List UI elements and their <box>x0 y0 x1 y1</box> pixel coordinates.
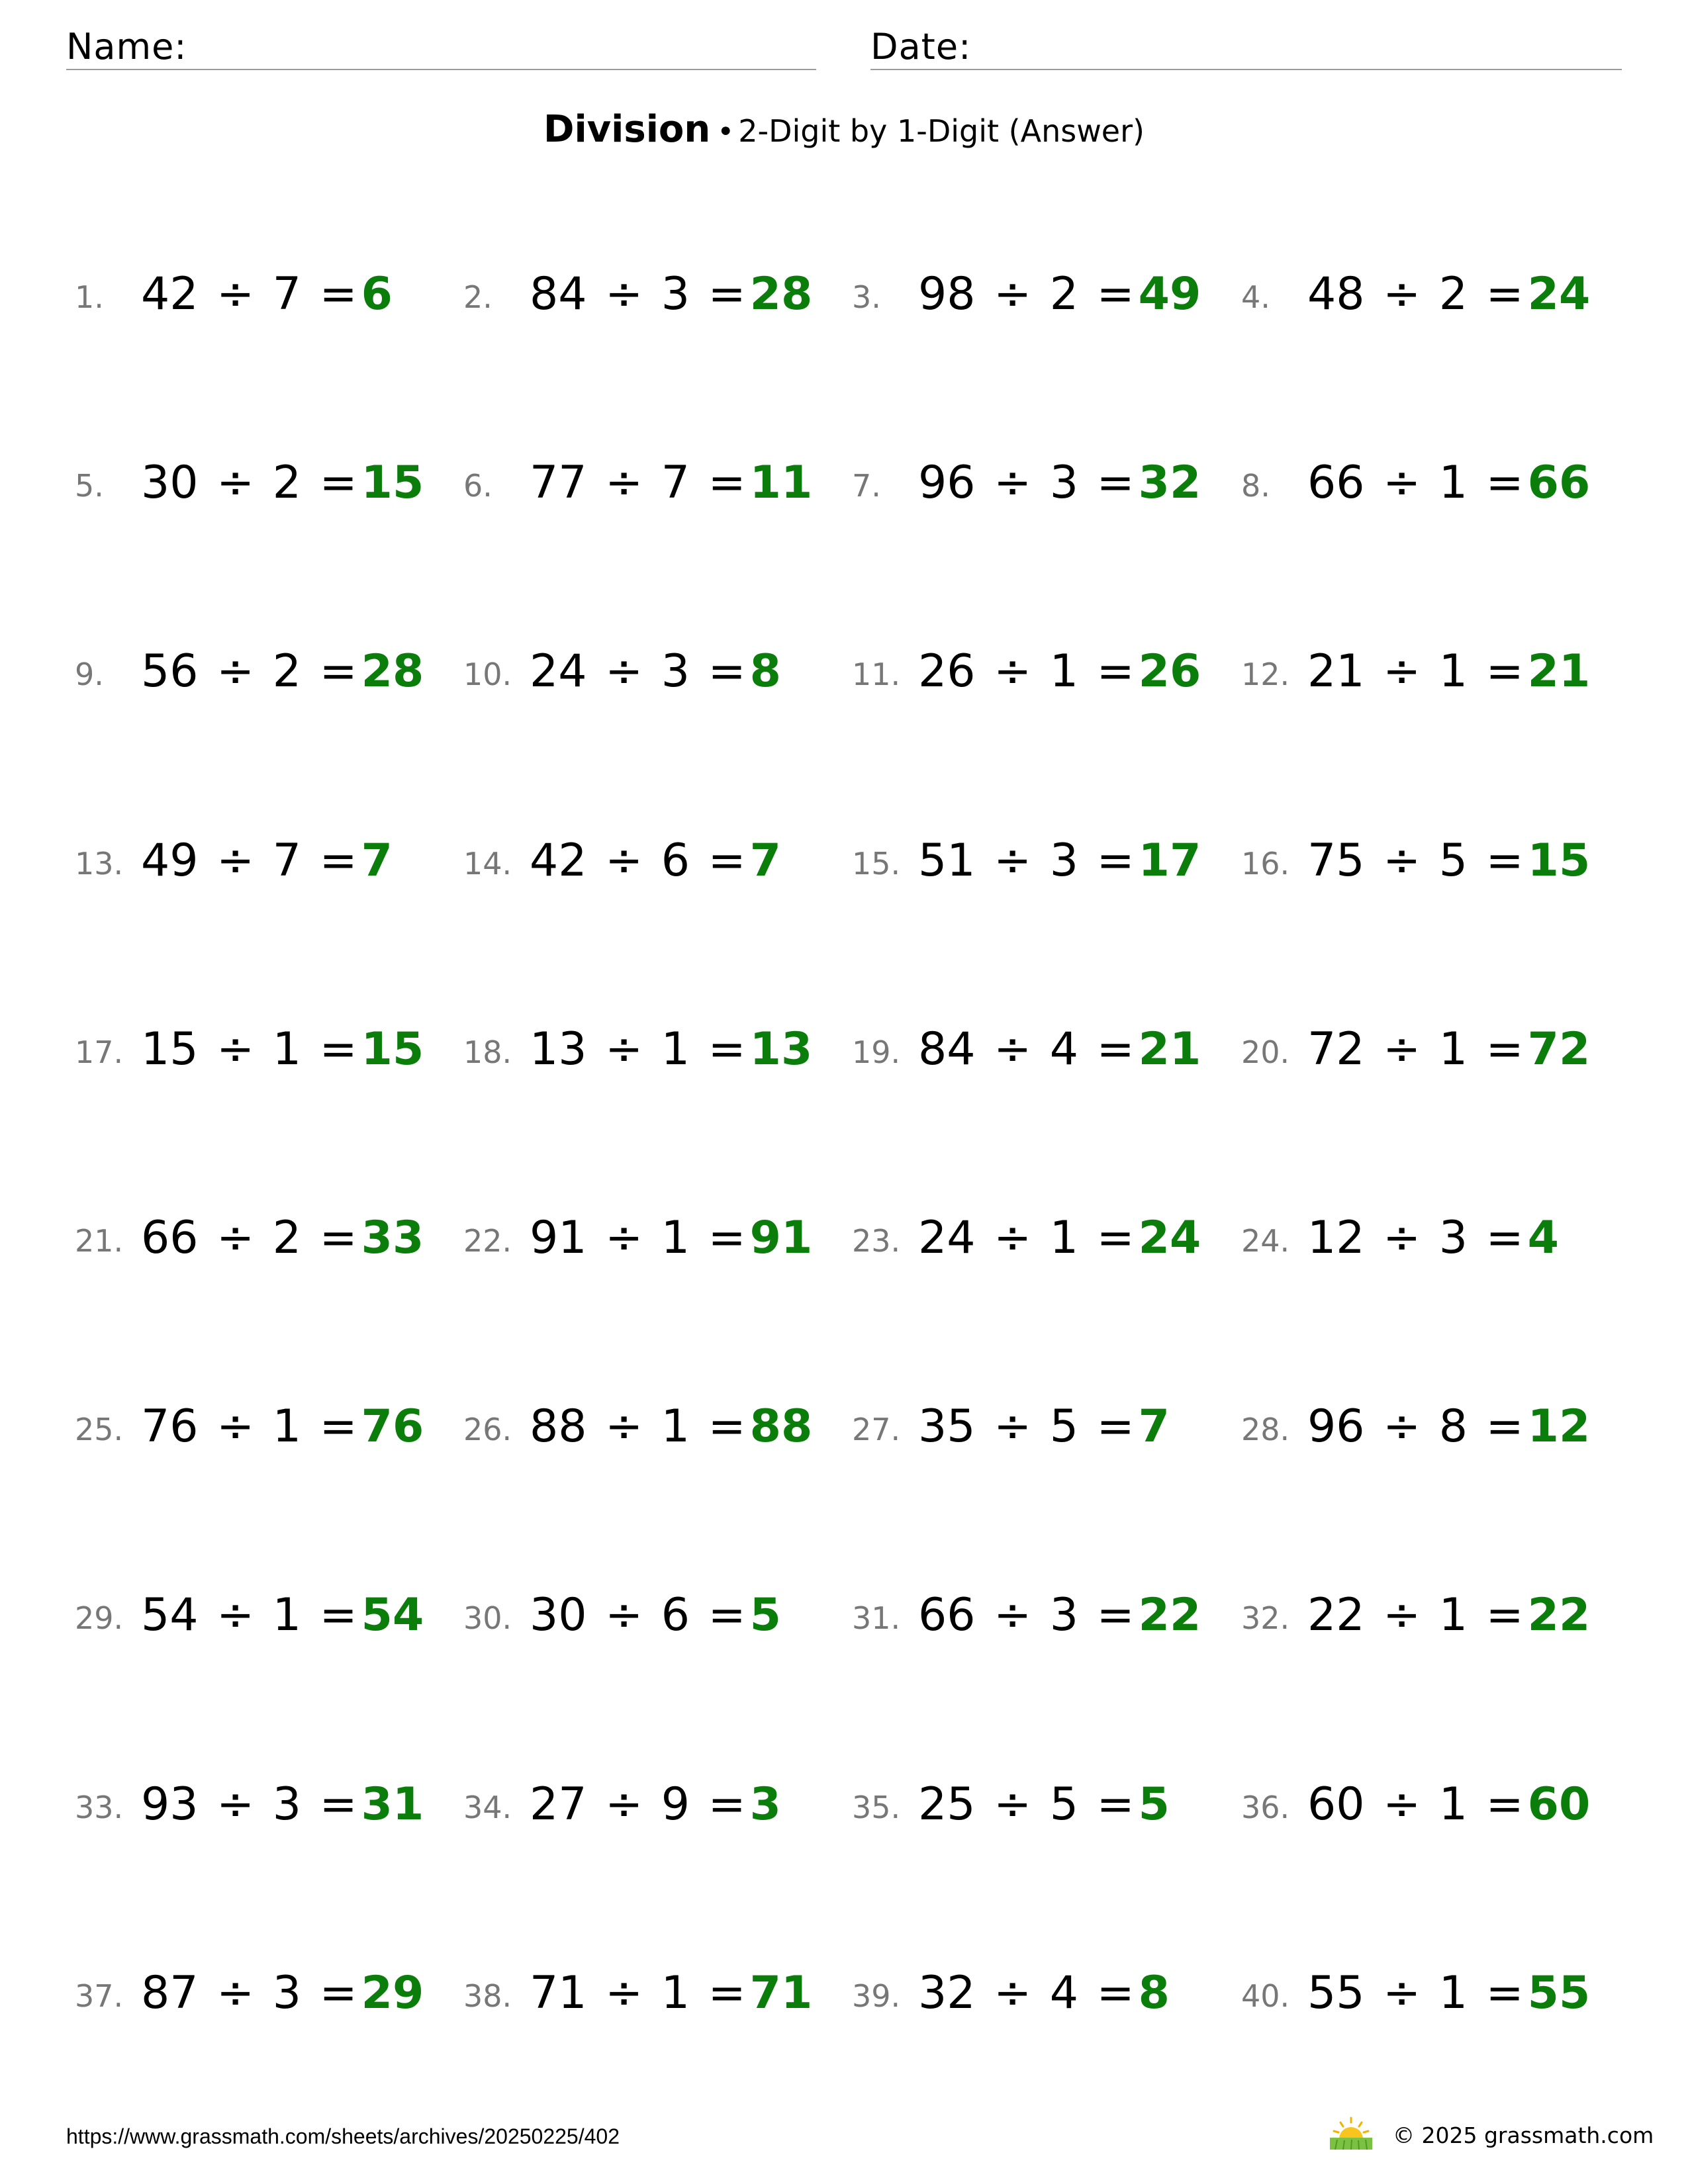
problem-expression <box>530 1589 781 1642</box>
problem-expression <box>530 645 781 698</box>
problem-expression <box>530 457 812 510</box>
equals-sign: = <box>708 457 746 509</box>
dividend: 84 <box>530 268 587 320</box>
divide-sign: ÷ <box>994 645 1032 698</box>
divisor: 5 <box>1049 1400 1079 1453</box>
problem-expression <box>141 457 424 510</box>
problem-expression <box>530 1400 812 1453</box>
divide-sign: ÷ <box>216 1589 255 1641</box>
divisor: 1 <box>1438 645 1468 698</box>
answer: 11 <box>749 457 813 509</box>
divisor: 3 <box>1049 1589 1079 1641</box>
problem-number: 39. <box>852 1978 901 2014</box>
problem-number: 4. <box>1241 279 1270 315</box>
problem-number: 10. <box>463 657 512 692</box>
problem-expression <box>1307 1400 1590 1453</box>
problem-expression <box>1307 1967 1590 2020</box>
answer: 15 <box>1527 835 1591 887</box>
dividend: 87 <box>141 1967 199 2019</box>
problem-number: 28. <box>1241 1412 1290 1447</box>
equals-sign: = <box>708 1589 746 1641</box>
divide-sign: ÷ <box>605 835 643 887</box>
divisor: 3 <box>1049 457 1079 509</box>
divisor: 3 <box>661 268 690 320</box>
divide-sign: ÷ <box>605 457 643 509</box>
divide-sign: ÷ <box>1383 457 1421 509</box>
problem-number: 23. <box>852 1223 901 1259</box>
problem-number: 32. <box>1241 1600 1290 1636</box>
dividend: 98 <box>918 268 976 320</box>
problem-number: 38. <box>463 1978 512 2014</box>
dividend: 55 <box>1307 1967 1365 2019</box>
answer: 5 <box>1138 1778 1170 1831</box>
equals-sign: = <box>1096 268 1135 320</box>
problem-number: 27. <box>852 1412 901 1447</box>
divisor: 2 <box>1049 268 1079 320</box>
equals-sign: = <box>708 835 746 887</box>
problem-number: 14. <box>463 846 512 882</box>
problem-expression <box>141 1967 424 2020</box>
divisor: 1 <box>272 1400 302 1453</box>
problem-number: 8. <box>1241 468 1270 504</box>
divisor: 1 <box>1049 645 1079 698</box>
answer: 8 <box>1138 1967 1170 2019</box>
problem-number: 24. <box>1241 1223 1290 1259</box>
divisor: 5 <box>1049 1778 1079 1831</box>
answer: 76 <box>361 1400 424 1453</box>
dividend: 75 <box>1307 835 1365 887</box>
problem-expression <box>918 1967 1170 2020</box>
answer: 66 <box>1527 457 1591 509</box>
divide-sign: ÷ <box>605 1967 643 2019</box>
answer: 32 <box>1138 457 1201 509</box>
divide-sign: ÷ <box>1383 1023 1421 1075</box>
dividend: 84 <box>918 1023 976 1075</box>
equals-sign: = <box>708 1967 746 2019</box>
divide-sign: ÷ <box>216 457 255 509</box>
divisor: 6 <box>661 1589 690 1641</box>
divide-sign: ÷ <box>605 1023 643 1075</box>
problem-expression <box>1307 1212 1559 1265</box>
dividend: 54 <box>141 1589 199 1641</box>
equals-sign: = <box>1485 1589 1524 1641</box>
dividend: 96 <box>1307 1400 1365 1453</box>
problem-number: 30. <box>463 1600 512 1636</box>
problem-number: 13. <box>75 846 124 882</box>
problem-number: 36. <box>1241 1790 1290 1825</box>
divide-sign: ÷ <box>605 1589 643 1641</box>
dividend: 88 <box>530 1400 587 1453</box>
dividend: 93 <box>141 1778 199 1831</box>
dividend: 12 <box>1307 1212 1365 1264</box>
dividend: 42 <box>530 835 587 887</box>
equals-sign: = <box>1096 1023 1135 1075</box>
answer: 33 <box>361 1212 424 1264</box>
dividend: 66 <box>141 1212 199 1264</box>
problem-expression <box>530 268 812 321</box>
answer: 17 <box>1138 835 1201 887</box>
dividend: 77 <box>530 457 587 509</box>
answer: 24 <box>1138 1212 1201 1264</box>
problem-number: 11. <box>852 657 901 692</box>
problem-expression <box>1307 457 1590 510</box>
dividend: 24 <box>918 1212 976 1264</box>
divide-sign: ÷ <box>605 1778 643 1831</box>
answer: 91 <box>749 1212 813 1264</box>
divisor: 1 <box>1438 457 1468 509</box>
answer: 28 <box>749 268 813 320</box>
equals-sign: = <box>319 1778 357 1831</box>
dividend: 32 <box>918 1967 976 2019</box>
divisor: 2 <box>272 645 302 698</box>
divisor: 2 <box>272 457 302 509</box>
problem-expression <box>530 835 781 887</box>
problem-expression <box>141 1778 424 1831</box>
divide-sign: ÷ <box>1383 1589 1421 1641</box>
equals-sign: = <box>708 645 746 698</box>
equals-sign: = <box>319 1400 357 1453</box>
divide-sign: ÷ <box>994 1589 1032 1641</box>
equals-sign: = <box>1096 1589 1135 1641</box>
dividend: 35 <box>918 1400 976 1453</box>
equals-sign: = <box>708 1400 746 1453</box>
problem-expression <box>530 1212 812 1265</box>
answer: 88 <box>749 1400 813 1453</box>
divisor: 9 <box>661 1778 690 1831</box>
problem-expression <box>1307 268 1590 321</box>
problem-expression <box>1307 1589 1590 1642</box>
problem-expression <box>918 1589 1201 1642</box>
answer: 21 <box>1527 645 1591 698</box>
answer: 3 <box>749 1778 781 1831</box>
equals-sign: = <box>1096 1778 1135 1831</box>
problem-expression <box>918 1778 1170 1831</box>
dividend: 66 <box>1307 457 1365 509</box>
divide-sign: ÷ <box>994 457 1032 509</box>
problem-number: 37. <box>75 1978 124 2014</box>
problem-expression <box>141 1589 424 1642</box>
equals-sign: = <box>708 1778 746 1831</box>
equals-sign: = <box>1096 1212 1135 1264</box>
answer: 71 <box>749 1967 813 2019</box>
dividend: 13 <box>530 1023 587 1075</box>
answer: 13 <box>749 1023 813 1075</box>
divide-sign: ÷ <box>216 645 255 698</box>
divide-sign: ÷ <box>1383 1778 1421 1831</box>
divisor: 1 <box>661 1212 690 1264</box>
title-main: Division <box>543 108 711 151</box>
divisor: 1 <box>272 1023 302 1075</box>
problem-number: 34. <box>463 1790 512 1825</box>
answer: 60 <box>1527 1778 1591 1831</box>
problem-number: 3. <box>852 279 881 315</box>
divide-sign: ÷ <box>994 1778 1032 1831</box>
dividend: 30 <box>530 1589 587 1641</box>
dividend: 30 <box>141 457 199 509</box>
answer: 29 <box>361 1967 424 2019</box>
equals-sign: = <box>1485 1023 1524 1075</box>
divisor: 4 <box>1049 1023 1079 1075</box>
answer: 5 <box>749 1589 781 1641</box>
divide-sign: ÷ <box>1383 268 1421 320</box>
divisor: 4 <box>1049 1967 1079 2019</box>
divisor: 1 <box>661 1023 690 1075</box>
problem-number: 40. <box>1241 1978 1290 2014</box>
divisor: 1 <box>272 1589 302 1641</box>
title-subtitle: 2-Digit by 1-Digit (Answer) <box>738 113 1145 149</box>
divisor: 3 <box>1438 1212 1468 1264</box>
answer: 22 <box>1527 1589 1591 1641</box>
dividend: 26 <box>918 645 976 698</box>
divide-sign: ÷ <box>216 835 255 887</box>
answer: 55 <box>1527 1967 1591 2019</box>
dividend: 72 <box>1307 1023 1365 1075</box>
divisor: 1 <box>1438 1967 1468 2019</box>
equals-sign: = <box>319 1967 357 2019</box>
problem-expression <box>918 1400 1170 1453</box>
footer-url[interactable]: https://www.grassmath.com/sheets/archives/20250225/402 <box>66 2124 620 2148</box>
answer: 6 <box>361 268 393 320</box>
answer: 31 <box>361 1778 424 1831</box>
problem-expression <box>141 645 424 698</box>
problem-number: 25. <box>75 1412 124 1447</box>
problem-expression <box>918 1023 1201 1076</box>
answer: 72 <box>1527 1023 1591 1075</box>
equals-sign: = <box>1485 457 1524 509</box>
dividend: 51 <box>918 835 976 887</box>
divide-sign: ÷ <box>994 1023 1032 1075</box>
dividend: 42 <box>141 268 199 320</box>
problem-expression <box>141 1023 424 1076</box>
answer: 21 <box>1138 1023 1201 1075</box>
problem-number: 1. <box>75 279 104 315</box>
divide-sign: ÷ <box>1383 645 1421 698</box>
equals-sign: = <box>319 835 357 887</box>
divide-sign: ÷ <box>605 268 643 320</box>
divisor: 3 <box>1049 835 1079 887</box>
divisor: 1 <box>1438 1589 1468 1641</box>
equals-sign: = <box>1096 1967 1135 2019</box>
problem-number: 35. <box>852 1790 901 1825</box>
dividend: 71 <box>530 1967 587 2019</box>
problem-number: 17. <box>75 1034 124 1070</box>
problem-expression <box>918 645 1201 698</box>
problem-number: 5. <box>75 468 104 504</box>
equals-sign: = <box>708 1212 746 1264</box>
answer: 12 <box>1527 1400 1591 1453</box>
dividend: 60 <box>1307 1778 1365 1831</box>
problem-number: 33. <box>75 1790 124 1825</box>
problem-expression <box>1307 835 1590 887</box>
problem-expression <box>918 457 1201 510</box>
equals-sign: = <box>319 1212 357 1264</box>
answer: 4 <box>1527 1212 1559 1264</box>
divide-sign: ÷ <box>994 1212 1032 1264</box>
problem-expression <box>918 1212 1201 1265</box>
problem-expression <box>1307 1778 1590 1831</box>
problem-expression <box>918 268 1201 321</box>
dividend: 22 <box>1307 1589 1365 1641</box>
answer: 15 <box>361 1023 424 1075</box>
problem-expression <box>530 1778 781 1831</box>
equals-sign: = <box>1096 835 1135 887</box>
equals-sign: = <box>319 1589 357 1641</box>
divide-sign: ÷ <box>216 1023 255 1075</box>
grass-sun-logo-icon <box>1327 2116 1375 2151</box>
problem-number: 21. <box>75 1223 124 1259</box>
equals-sign: = <box>1485 1212 1524 1264</box>
answer: 7 <box>1138 1400 1170 1453</box>
problem-expression <box>530 1023 812 1076</box>
divide-sign: ÷ <box>994 268 1032 320</box>
divide-sign: ÷ <box>216 1400 255 1453</box>
divisor: 1 <box>1438 1023 1468 1075</box>
equals-sign: = <box>1485 645 1524 698</box>
problem-expression <box>141 1400 424 1453</box>
dividend: 24 <box>530 645 587 698</box>
divisor: 2 <box>272 1212 302 1264</box>
divide-sign: ÷ <box>994 1967 1032 2019</box>
equals-sign: = <box>708 268 746 320</box>
answer: 49 <box>1138 268 1201 320</box>
problem-number: 9. <box>75 657 104 692</box>
divisor: 3 <box>272 1778 302 1831</box>
answer: 15 <box>361 457 424 509</box>
dividend: 96 <box>918 457 976 509</box>
problem-number: 6. <box>463 468 492 504</box>
divisor: 1 <box>661 1967 690 2019</box>
divide-sign: ÷ <box>1383 835 1421 887</box>
problem-number: 26. <box>463 1412 512 1447</box>
footer-copyright: © 2025 grassmath.com <box>1393 2122 1654 2148</box>
divide-sign: ÷ <box>1383 1967 1421 2019</box>
dividend: 15 <box>141 1023 199 1075</box>
divisor: 3 <box>661 645 690 698</box>
equals-sign: = <box>1485 1778 1524 1831</box>
equals-sign: = <box>708 1023 746 1075</box>
divide-sign: ÷ <box>1383 1400 1421 1453</box>
answer: 24 <box>1527 268 1591 320</box>
problem-number: 16. <box>1241 846 1290 882</box>
answer: 54 <box>361 1589 424 1641</box>
problem-number: 15. <box>852 846 901 882</box>
divisor: 1 <box>1049 1212 1079 1264</box>
dividend: 56 <box>141 645 199 698</box>
name-label: Name: <box>66 26 187 68</box>
dividend: 76 <box>141 1400 199 1453</box>
divide-sign: ÷ <box>605 645 643 698</box>
divide-sign: ÷ <box>1383 1212 1421 1264</box>
problem-number: 12. <box>1241 657 1290 692</box>
divisor: 3 <box>272 1967 302 2019</box>
answer: 7 <box>361 835 393 887</box>
problem-number: 31. <box>852 1600 901 1636</box>
equals-sign: = <box>1096 1400 1135 1453</box>
problem-number: 2. <box>463 279 492 315</box>
divisor: 8 <box>1438 1400 1468 1453</box>
problem-number: 19. <box>852 1034 901 1070</box>
answer: 7 <box>749 835 781 887</box>
problem-number: 20. <box>1241 1034 1290 1070</box>
problem-expression <box>141 1212 424 1265</box>
divisor: 1 <box>1438 1778 1468 1831</box>
divide-sign: ÷ <box>216 1212 255 1264</box>
problem-expression <box>530 1967 812 2020</box>
answer: 26 <box>1138 645 1201 698</box>
equals-sign: = <box>1485 835 1524 887</box>
divisor: 5 <box>1438 835 1468 887</box>
divisor: 1 <box>661 1400 690 1453</box>
equals-sign: = <box>1485 1400 1524 1453</box>
dividend: 21 <box>1307 645 1365 698</box>
divide-sign: ÷ <box>216 268 255 320</box>
divide-sign: ÷ <box>216 1778 255 1831</box>
answer: 22 <box>1138 1589 1201 1641</box>
divisor: 7 <box>661 457 690 509</box>
problem-number: 29. <box>75 1600 124 1636</box>
dividend: 91 <box>530 1212 587 1264</box>
problem-expression <box>141 835 393 887</box>
problem-expression <box>1307 1023 1590 1076</box>
divide-sign: ÷ <box>994 1400 1032 1453</box>
equals-sign: = <box>1485 268 1524 320</box>
problem-expression <box>1307 645 1590 698</box>
problem-expression <box>918 835 1201 887</box>
equals-sign: = <box>319 457 357 509</box>
problem-number: 7. <box>852 468 881 504</box>
divide-sign: ÷ <box>216 1967 255 2019</box>
divide-sign: ÷ <box>994 835 1032 887</box>
divisor: 2 <box>1438 268 1468 320</box>
divisor: 6 <box>661 835 690 887</box>
problem-expression <box>141 268 393 321</box>
problem-number: 22. <box>463 1223 512 1259</box>
answer: 8 <box>749 645 781 698</box>
divisor: 7 <box>272 835 302 887</box>
equals-sign: = <box>1485 1967 1524 2019</box>
title-separator: • <box>717 115 735 149</box>
equals-sign: = <box>1096 457 1135 509</box>
answer: 28 <box>361 645 424 698</box>
dividend: 49 <box>141 835 199 887</box>
date-label: Date: <box>870 26 972 68</box>
equals-sign: = <box>319 1023 357 1075</box>
dividend: 27 <box>530 1778 587 1831</box>
equals-sign: = <box>319 645 357 698</box>
dividend: 66 <box>918 1589 976 1641</box>
equals-sign: = <box>319 268 357 320</box>
divide-sign: ÷ <box>605 1400 643 1453</box>
dividend: 48 <box>1307 268 1365 320</box>
divide-sign: ÷ <box>605 1212 643 1264</box>
problem-number: 18. <box>463 1034 512 1070</box>
dividend: 25 <box>918 1778 976 1831</box>
divisor: 7 <box>272 268 302 320</box>
equals-sign: = <box>1096 645 1135 698</box>
